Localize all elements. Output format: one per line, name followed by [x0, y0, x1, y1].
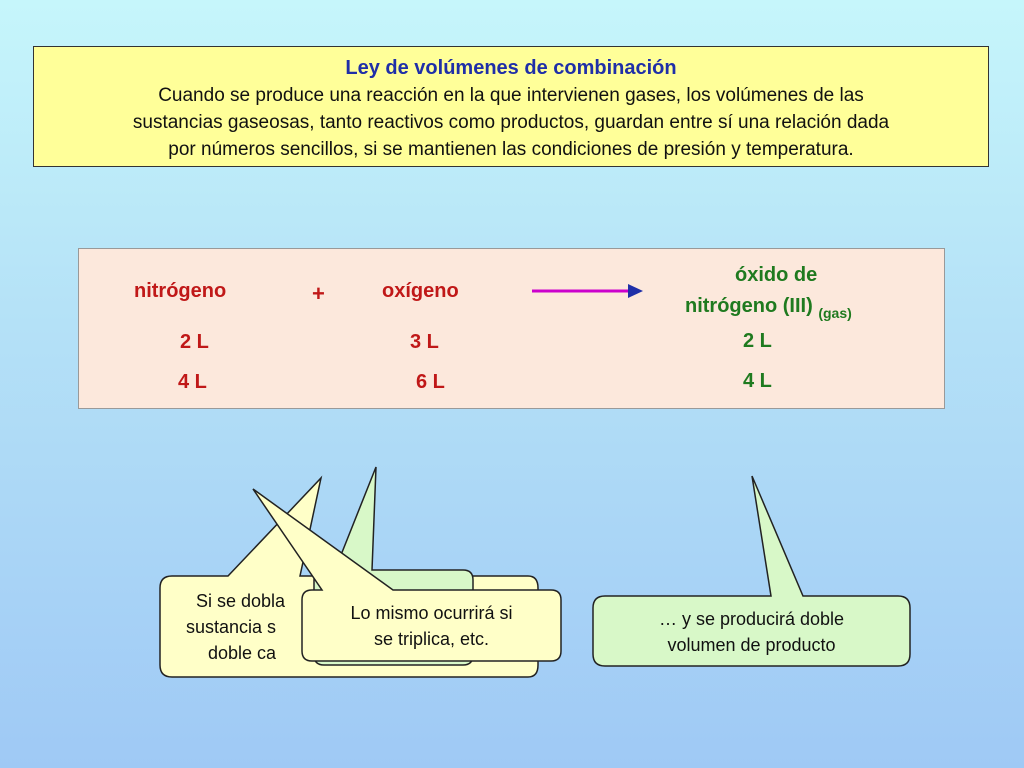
reactant-nitrogen: nitrógeno	[134, 280, 227, 302]
callout-product-text: … y se producirá doble volumen de producto	[658, 609, 845, 655]
law-title: Ley de volúmenes de combinación	[345, 57, 677, 79]
row2-nitrogen-volume: 4 L	[178, 371, 207, 393]
product-state: (gas)	[818, 305, 852, 321]
plus-sign: +	[312, 281, 325, 306]
row2-oxygen-volume: 6 L	[416, 371, 445, 393]
law-line-2: sustancias gaseosas, tanto reactivos como productos, guardan entre sí una relación dada	[132, 112, 890, 133]
reactant-oxygen: oxígeno	[382, 280, 459, 302]
row1-product-volume: 2 L	[743, 330, 772, 352]
product-line-1: óxido de	[735, 264, 818, 286]
callout-back-text: Si se dobla sustancia s doble ca	[186, 591, 286, 663]
callout-front-text: Lo mismo ocurrirá si se triplica, etc.	[350, 603, 513, 649]
law-line-3: por números sencillos, si se mantienen las condiciones de presión y temperatura.	[168, 139, 854, 160]
row1-nitrogen-volume: 2 L	[180, 331, 209, 353]
row1-oxygen-volume: 3 L	[410, 331, 439, 353]
law-line-1: Cuando se produce una reacción en la que intervienen gases, los volúmenes de las	[158, 85, 864, 106]
product-name: nitrógeno (III)	[685, 295, 813, 317]
row2-product-volume: 4 L	[743, 370, 772, 392]
